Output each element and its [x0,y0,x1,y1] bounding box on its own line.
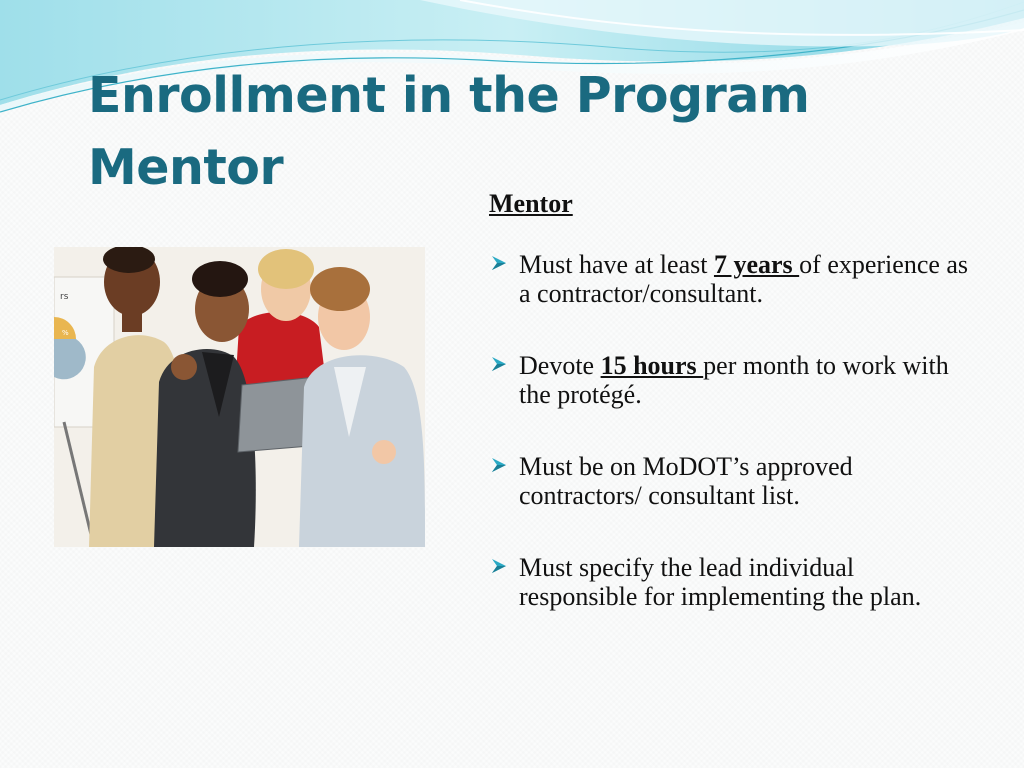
slide-title-line-2: Mentor [88,139,284,196]
slide-title-line-1: Enrollment in the Program [88,67,810,124]
group-of-women-laughing-image [54,247,425,547]
bullet-text-before: Devote [519,351,601,380]
mentor-content [489,186,969,654]
bullet-emphasis: 7 years [713,250,800,279]
arrow-bullet-icon [489,455,509,475]
bullet-text-before: Must have at least [519,250,714,279]
arrow-bullet-icon [489,556,509,576]
section-heading: Mentor [489,189,573,218]
bullet-text: Must specify the lead individual responsible for implementing the plan. [519,553,922,611]
requirements-list [489,250,969,611]
list-item [489,351,969,409]
arrow-bullet-icon [489,253,509,273]
bullet-text: Must be on MoDOT’s approved contractors/ consultant list. [519,452,853,510]
bullet-text-after: per month to work with the protégé. [519,351,949,409]
list-item [489,250,969,308]
bullet-text-after: of experience as a contractor/consultant. [519,250,969,308]
list-item [489,553,969,611]
slide-title [88,60,848,204]
bullet-emphasis: 15 hours [600,351,704,380]
chart-percent: % [62,329,69,337]
chart-text: rs [60,292,69,302]
arrow-bullet-icon [489,354,509,374]
photo-illustration [54,247,425,547]
list-item [489,452,969,510]
